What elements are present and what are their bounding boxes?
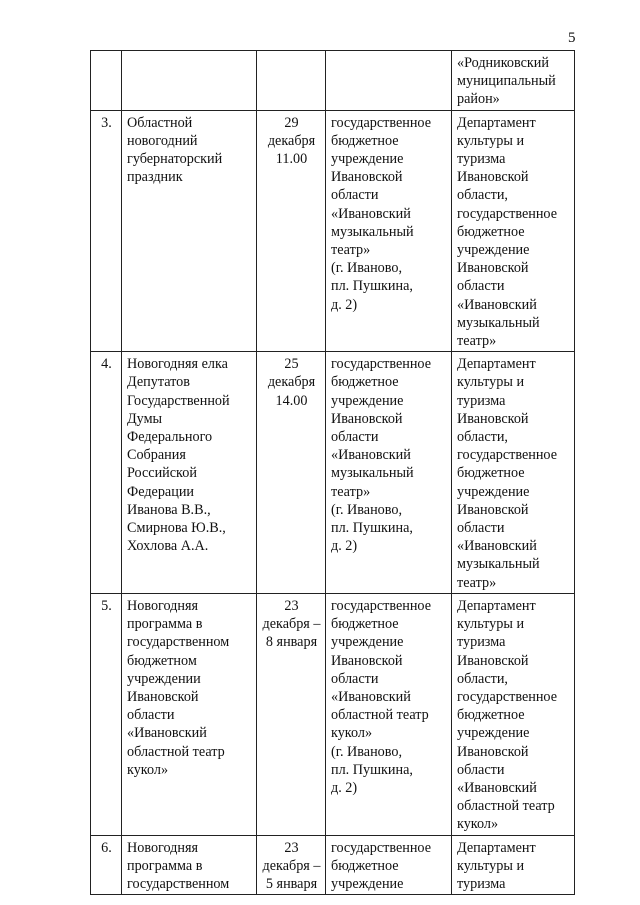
- page-number: 5: [568, 30, 576, 46]
- events-table: [90, 50, 575, 895]
- venue-cell: государственное бюджетное учреждение Ивановской области «Ивановский музыкальный театр» (г. Иваново, пл. Пушкина, д. 2): [326, 110, 452, 352]
- table-row: [91, 593, 575, 835]
- date-cell: 23 декабря – 5 января: [257, 835, 326, 895]
- event-name-cell: Областной новогодний губернаторский праздник: [122, 110, 257, 352]
- row-number-cell: 5.: [91, 593, 122, 835]
- date-cell: 25 декабря 14.00: [257, 352, 326, 594]
- organizer-cell: Департамент культуры и туризма: [452, 835, 575, 895]
- venue-cell: государственное бюджетное учреждение Ивановской области «Ивановский музыкальный театр» (г. Иваново, пл. Пушкина, д. 2): [326, 352, 452, 594]
- venue-cell: [326, 51, 452, 111]
- table-row: [91, 352, 575, 594]
- event-name-cell: Новогодняя елка Депутатов Государственной Думы Федерального Собрания Российской Федерации Иванова В.В., Смирнова Ю.В., Хохлова А.А.: [122, 352, 257, 594]
- event-name-cell: [122, 51, 257, 111]
- row-number-cell: [91, 51, 122, 111]
- venue-cell: государственное бюджетное учреждение: [326, 835, 452, 895]
- row-number-cell: 4.: [91, 352, 122, 594]
- table-row: [91, 110, 575, 352]
- table-row: [91, 835, 575, 895]
- date-cell: [257, 51, 326, 111]
- organizer-cell: Департамент культуры и туризма Ивановской области, государственное бюджетное учреждение Ивановской области «Ивановский музыкальный театр»: [452, 352, 575, 594]
- organizer-cell: Департамент культуры и туризма Ивановской области, государственное бюджетное учреждение Ивановской области «Ивановский областной театр кукол»: [452, 593, 575, 835]
- event-name-cell: Новогодняя программа в государственном: [122, 835, 257, 895]
- organizer-cell: «Родниковский муниципальный район»: [452, 51, 575, 111]
- event-name-cell: Новогодняя программа в государственном бюджетном учреждении Ивановской области «Ивановский областной театр кукол»: [122, 593, 257, 835]
- date-cell: 29 декабря 11.00: [257, 110, 326, 352]
- date-cell: 23 декабря – 8 января: [257, 593, 326, 835]
- table-row: [91, 51, 575, 111]
- venue-cell: государственное бюджетное учреждение Ивановской области «Ивановский областной театр кукол» (г. Иваново, пл. Пушкина, д. 2): [326, 593, 452, 835]
- organizer-cell: Департамент культуры и туризма Ивановской области, государственное бюджетное учреждение Ивановской области «Ивановский музыкальный театр»: [452, 110, 575, 352]
- row-number-cell: 6.: [91, 835, 122, 895]
- row-number-cell: 3.: [91, 110, 122, 352]
